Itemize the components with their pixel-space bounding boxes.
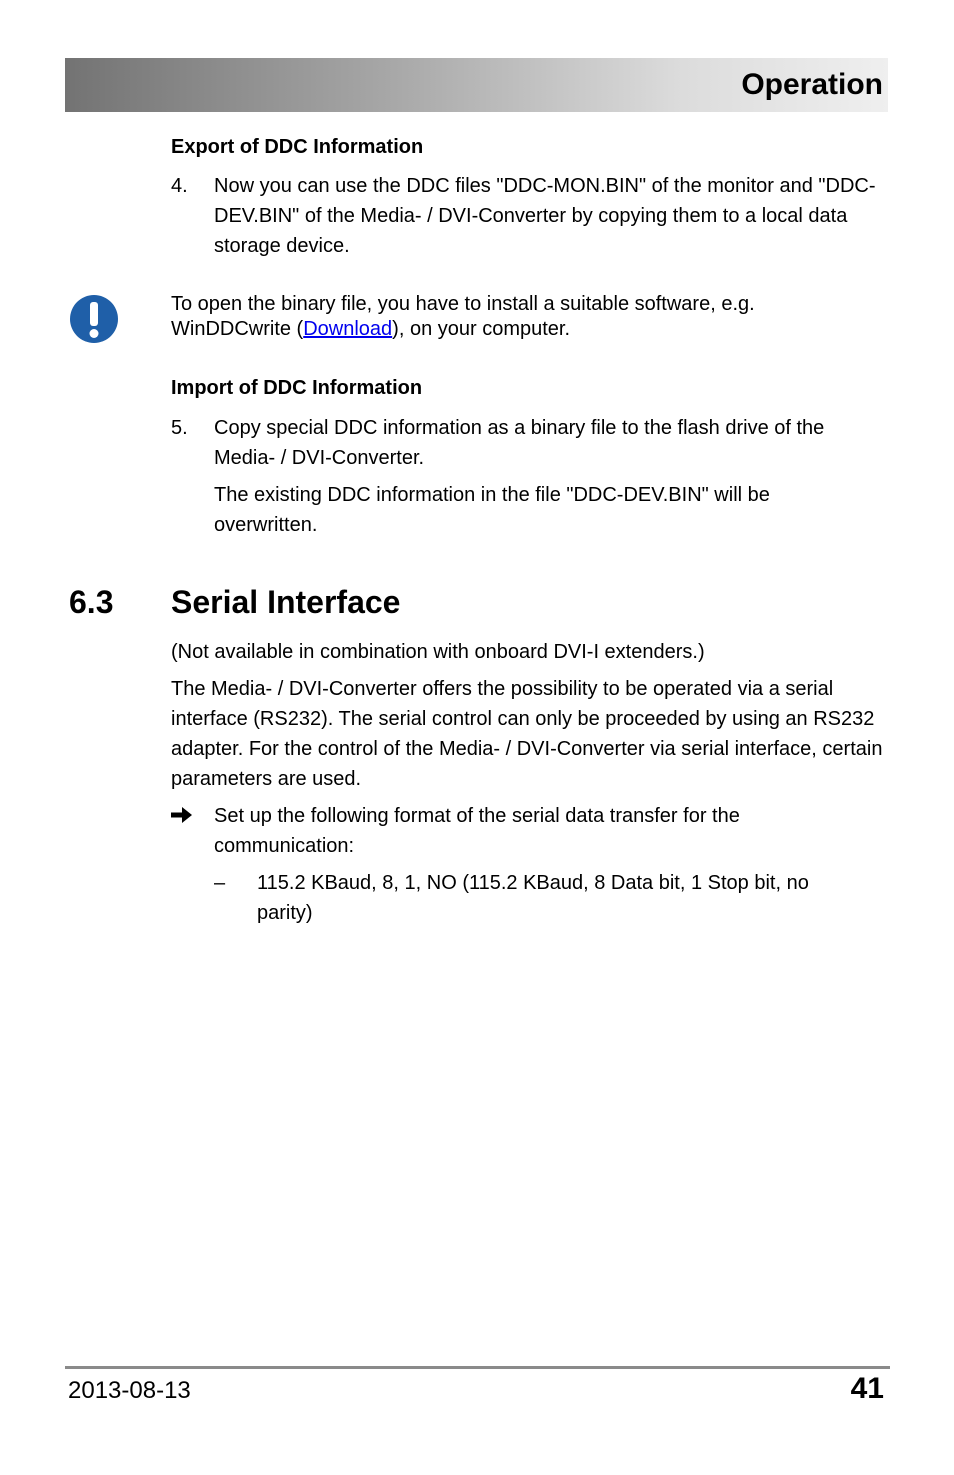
footer-date: 2013-08-13 [68,1377,191,1404]
availability-note: (Not available in combination with onboard DVI-I extenders.) [171,641,705,663]
serial-description: The Media- / DVI-Converter offers the possibility to be operated via a serial interface (RS232). The serial control can only be proceeded by using an RS232 adapter. For the control of the Media- / DVI-Converter via serial interface, certain parameters are used. [171,678,883,790]
export-heading: Export of DDC Information [171,136,424,158]
section-number: 6.3 [69,584,114,620]
import-step-note: The existing DDC information in the file "DDC-DEV.BIN" will be overwritten. [214,484,770,536]
header-bar [65,58,888,112]
export-step-number: 4. [171,175,188,197]
import-step [171,413,886,473]
serial-format: 115.2 KBaud, 8, 1, NO (115.2 KBaud, 8 Data bit, 1 Stop bit, no parity) [257,872,809,924]
arrow-right-icon [171,806,193,824]
note-text-after: ), on your computer. [392,318,571,340]
exclamation-icon [69,294,119,344]
export-step-text: Now you can use the DDC files "DDC-MON.BIN" of the monitor and "DDC-DEV.BIN" of the Media- / DVI-Converter by copying them to a local data storage device. [214,175,876,257]
header-title: Operation [741,68,883,101]
import-step-number: 5. [171,417,188,439]
note-text [171,292,871,342]
instruction-text: Set up the following format of the serial data transfer for the communication: [214,805,740,857]
import-step-text: Copy special DDC information as a binary file to the flash drive of the Media- / DVI-Converter. [214,417,825,469]
export-step [171,171,886,261]
section-title: Serial Interface [171,584,401,620]
footer-rule [65,1366,890,1369]
import-heading: Import of DDC Information [171,377,423,399]
note-text-before: To open the binary file, you have to install a suitable software, e.g. WinDDCwrite ( [171,293,755,340]
list-dash: – [214,872,226,894]
download-link[interactable]: Download [303,318,393,340]
page-number: 41 [850,1372,884,1405]
